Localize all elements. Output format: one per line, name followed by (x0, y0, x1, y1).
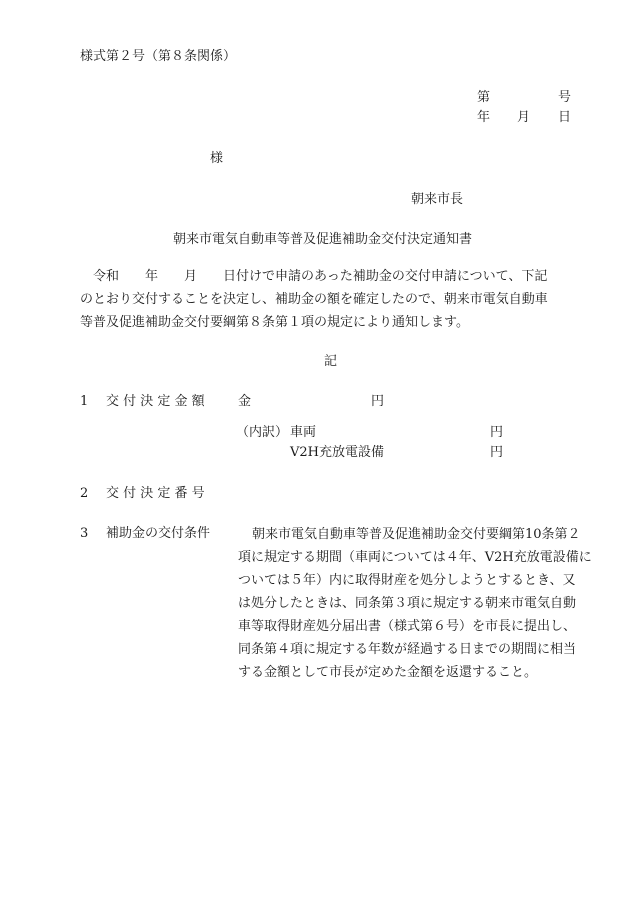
item1-vehicle: 車両 (290, 425, 317, 440)
condition-line: 朝来市電気自動車等普及促進補助金交付要綱第10条第２ (252, 527, 581, 542)
document-title: 朝来市電気自動車等普及促進補助金交付決定通知書 (173, 232, 473, 247)
condition-line: 車等取得財産処分届出書（様式第６号）を市長に提出し、 (238, 619, 577, 634)
item1-v2h: V2H充放電設備 (290, 445, 384, 460)
body-line: 令和 年 月 日付けで申請のあった補助金の交付申請について、下記 (93, 269, 548, 284)
item1-yen: 円 (371, 394, 385, 409)
issuer: 朝来市長 (411, 192, 464, 207)
condition-line: ついては５年）内に取得財産を処分しようとするとき、又 (238, 573, 576, 588)
item1-number: 1 (80, 394, 89, 409)
item3-label: 補助金の交付条件 (106, 526, 211, 541)
item1-kin: 金 (238, 394, 252, 409)
addressee-suffix: 様 (210, 151, 224, 166)
condition-line: は処分したときは、同条第３項に規定する朝来市電気自動 (238, 596, 577, 611)
item1-v2h-yen: 円 (490, 445, 504, 460)
item1-breakdown-label: （内訳） (236, 425, 289, 440)
item1-label: 交 付 決 定 金 額 (106, 394, 205, 409)
form-label: 様式第２号（第８条関係） (80, 49, 237, 64)
date-year: 年 (477, 110, 491, 125)
condition-line: 同条第４項に規定する年数が経過する日までの期間に相当 (238, 642, 577, 657)
item3-number: 3 (80, 526, 89, 541)
item1-vehicle-yen: 円 (490, 425, 504, 440)
number-dai: 第 (477, 90, 491, 105)
condition-line: する金額として市長が定めた金額を返還すること。 (238, 665, 538, 680)
body-line: のとおり交付することを決定し、補助金の額を確定したので、朝来市電気自動車 (80, 292, 548, 307)
item2-number: 2 (80, 486, 89, 501)
date-day: 日 (558, 110, 572, 125)
ki-heading: 記 (324, 354, 338, 369)
body-line: 等普及促進補助金交付要綱第８条第１項の規定により通知します。 (80, 315, 469, 330)
body-paragraph (80, 265, 548, 334)
date-month: 月 (517, 110, 531, 125)
item3-conditions (238, 523, 592, 684)
number-go: 号 (558, 90, 572, 105)
item2-label: 交 付 決 定 番 号 (106, 486, 205, 501)
condition-line: 項に規定する期間（車両については４年、V2H充放電設備に (238, 550, 592, 565)
